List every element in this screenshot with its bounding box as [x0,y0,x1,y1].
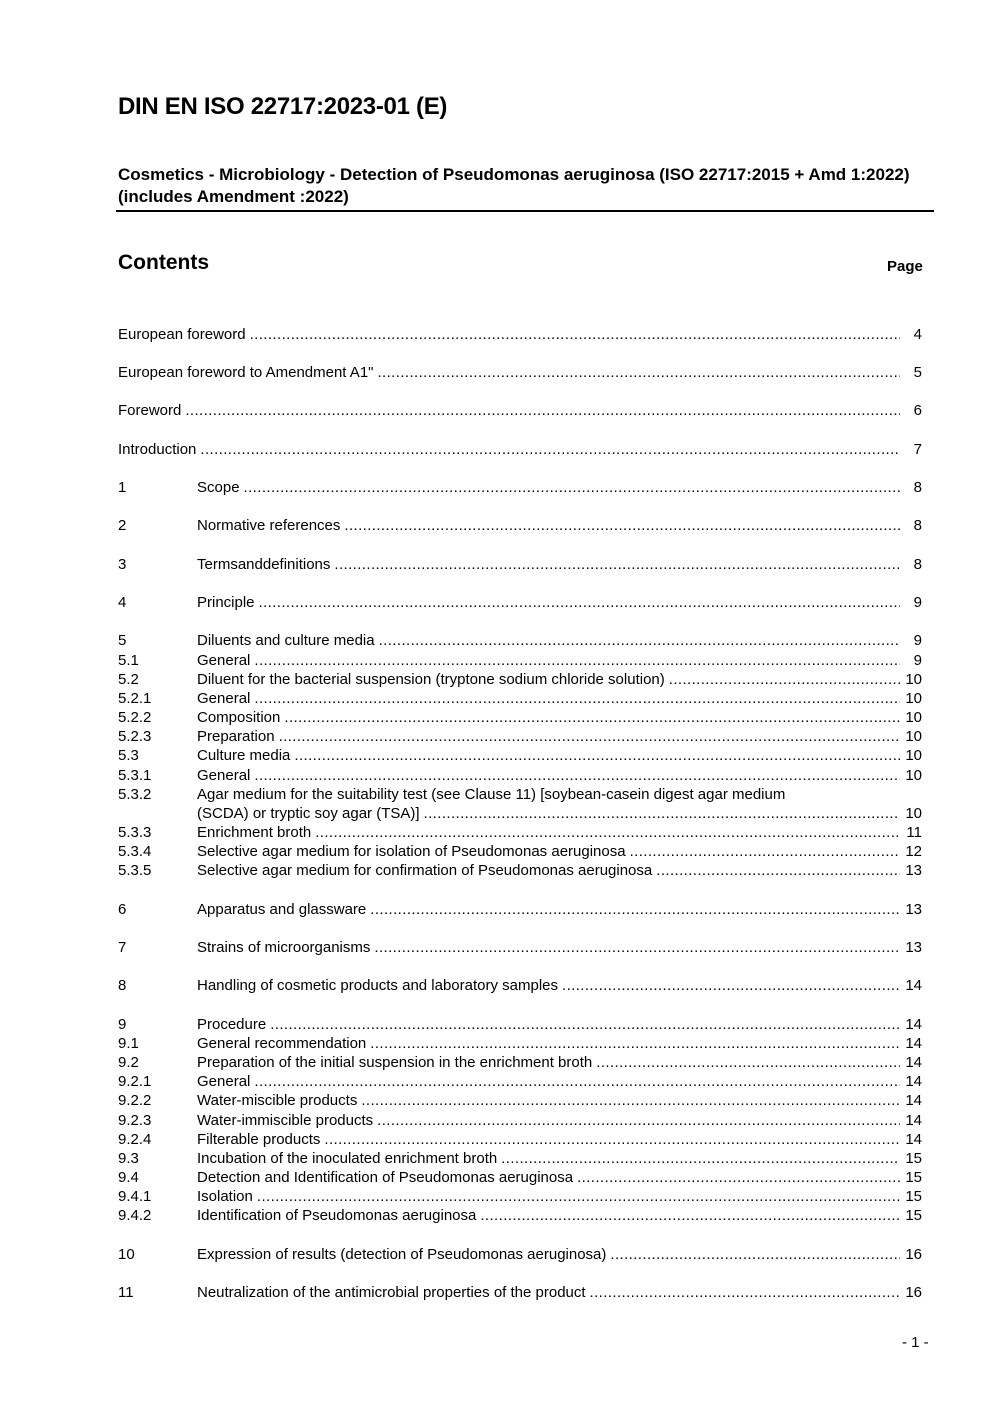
toc-entry-label-line [197,651,900,670]
toc-entry-label-continuation: (SCDA) or tryptic soy agar (TSA)] [197,805,420,822]
toc-entry-page: 12 [905,843,922,860]
toc-entry-label-line [197,689,900,708]
toc-entry-number: 9.2.4 [118,1131,152,1148]
toc-entry[interactable] [118,823,922,842]
toc-entry[interactable] [118,1091,922,1110]
toc-entry-page: 10 [905,767,922,784]
toc-entry[interactable] [118,900,922,919]
toc-entry-label-line [197,823,900,842]
toc-entry-label: Incubation of the inoculated enrichment broth [197,1150,498,1167]
toc-entry-label-line [197,516,900,535]
toc-entry-label: Detection and Identification of Pseudomonas aeruginosa [197,1169,574,1186]
toc-entry-number: 11 [118,1284,134,1301]
toc-leader-dots [374,938,900,957]
toc-entry-label: Water-miscible products [197,1092,358,1109]
toc-entry-number: 9.1 [118,1035,139,1052]
toc-entry-label: General [197,767,251,784]
toc-entry-label-line [197,1053,900,1072]
toc-entry-label: European foreword to Amendment A1" [118,364,374,381]
toc-entry[interactable] [118,804,922,823]
toc-entry-label: Selective agar medium for confirmation of Pseudomonas aeruginosa [197,862,653,879]
toc-entry-page: 14 [905,1092,922,1109]
toc-entry-label-line [197,804,900,823]
toc-entry-number: 9.4 [118,1169,139,1186]
toc-entry[interactable] [118,1149,922,1168]
toc-entry-label-line [197,1091,900,1110]
toc-entry-label-line [197,1072,900,1091]
toc-entry-label: Normative references [197,517,341,534]
toc-entry-label-line [197,593,900,612]
toc-entry[interactable] [118,1187,922,1206]
toc-entry-number: 9.3 [118,1150,139,1167]
toc-entry[interactable] [118,727,922,746]
toc-entry[interactable] [118,938,922,957]
toc-entry-label-line [197,976,900,995]
toc-entry-label: Diluents and culture media [197,632,375,649]
toc-entry-page: 10 [905,671,922,688]
toc-entry-label: Identification of Pseudomonas aeruginosa [197,1207,477,1224]
toc-entry-number: 9.4.1 [118,1188,152,1205]
toc-entry[interactable] [118,1072,922,1091]
toc-entry-label-line [118,325,900,344]
toc-leader-dots [315,823,900,842]
toc-entry-number: 9.2.2 [118,1092,152,1109]
toc-entry-label: Culture media [197,747,291,764]
toc-entry[interactable] [118,766,922,785]
toc-entry-label-line [197,1245,900,1264]
toc-entry-number: 5.3.3 [118,824,152,841]
toc-entry-number: 3 [118,556,127,573]
toc-entry-number: 4 [118,594,127,611]
toc-entry-label: Strains of microorganisms [197,939,371,956]
toc-entry-page: 16 [905,1246,922,1263]
toc-leader-dots [254,651,900,670]
toc-entry-label: Composition [197,709,281,726]
toc-entry-label-line [197,766,900,785]
document-title: DIN EN ISO 22717:2023-01 (E) [118,93,448,120]
toc-entry-label: Termsanddefinitions [197,556,331,573]
toc-leader-dots [244,478,900,497]
toc-entry[interactable] [118,1034,922,1053]
toc-entry-number: 5.3.1 [118,767,152,784]
document-subtitle: Cosmetics - Microbiology - Detection of Pseudomonas aeruginosa (ISO 22717:2015 + Amd 1:2022) (includes Amendment :2022) [118,165,910,206]
toc-entry-label-line [197,631,900,650]
toc-entry-label: Introduction [118,441,197,458]
toc-entry-label-line [197,708,900,727]
toc-entry-number: 7 [118,939,127,956]
toc-entry-number: 5.2.1 [118,690,152,707]
toc-entry[interactable] [118,478,922,497]
toc-entry-page: 13 [905,901,922,918]
toc-entry-label: Apparatus and glassware [197,901,367,918]
toc-entry[interactable] [118,1168,922,1187]
toc-entry-number: 9 [118,1016,127,1033]
toc-entry-page: 10 [905,805,922,822]
toc-entry-label-line [197,900,900,919]
toc-entry[interactable] [118,593,922,612]
toc-entry[interactable] [118,670,922,689]
toc-entry-label: Foreword [118,402,182,419]
toc-entry[interactable] [118,440,922,459]
toc-entry-label: Neutralization of the antimicrobial properties of the product [197,1284,586,1301]
toc-leader-dots [270,1015,900,1034]
toc-entry-label: Preparation [197,728,275,745]
toc-entry-label-line [118,401,900,420]
toc-entry-label: Filterable products [197,1131,321,1148]
toc-entry-label: Expression of results (detection of Pseudomonas aeruginosa) [197,1246,607,1263]
toc-entry[interactable] [118,746,922,765]
toc-entry-label-line [197,938,900,957]
toc-entry-page: 8 [913,517,922,534]
toc-entry-label-line [197,1149,900,1168]
toc-entry-label-line [197,555,900,574]
toc-entry-label: Agar medium for the suitability test (see Clause 11) [soybean-casein digest agar medium [197,786,786,803]
toc-entry[interactable] [118,1053,922,1072]
toc-entry-label: European foreword [118,326,246,343]
toc-entry-page: 7 [913,441,922,458]
toc-leader-dots [480,1206,900,1225]
toc-entry-page: 14 [905,1016,922,1033]
toc-entry-label-line [197,1283,900,1302]
toc-entry-label-line [197,1130,900,1149]
toc-leader-dots [254,1072,900,1091]
toc-leader-dots [424,804,900,823]
toc-entry[interactable] [118,1015,922,1034]
toc-entry-label: Diluent for the bacterial suspension (tryptone sodium chloride solution) [197,671,665,688]
toc-leader-dots [562,976,900,995]
toc-entry-page: 15 [905,1207,922,1224]
toc-entry-page: 14 [905,1112,922,1129]
toc-entry-label-line [197,478,900,497]
toc-entry-label: General [197,1073,251,1090]
toc-leader-dots [334,555,900,574]
toc-entry-number: 5.2.3 [118,728,152,745]
toc-entry-page: 14 [905,1035,922,1052]
toc-leader-dots [344,516,900,535]
toc-leader-dots [259,593,900,612]
toc-entry-first-line [118,785,922,804]
toc-entry-page: 5 [913,364,922,381]
toc-entry-page: 9 [913,594,922,611]
toc-entry[interactable] [118,516,922,535]
toc-entry-label-line [197,727,900,746]
toc-entry-label: Water-immiscible products [197,1112,374,1129]
toc-entry-number: 5 [118,632,127,649]
toc-entry-label-line [197,1187,900,1206]
toc-entry-label-line [197,670,900,689]
toc-entry-label-line [197,1168,900,1187]
toc-entry-number: 5.2.2 [118,709,152,726]
toc-entry-label: Procedure [197,1016,267,1033]
toc-leader-dots [669,670,900,689]
toc-leader-dots [324,1130,900,1149]
page-number: - 1 - [902,1334,929,1351]
toc-entry-number: 2 [118,517,127,534]
toc-entry-page: 10 [905,690,922,707]
toc-entry-label: Scope [197,479,240,496]
toc-entry-number: 1 [118,479,127,496]
toc-entry-number: 5.1 [118,652,139,669]
toc-leader-dots [185,401,900,420]
toc-entry-page: 15 [905,1150,922,1167]
toc-entry-number: 9.2.3 [118,1112,152,1129]
toc-entry-page: 9 [913,652,922,669]
toc-entry-label: General [197,690,251,707]
toc-leader-dots [501,1149,900,1168]
page-column-heading: Page [887,258,923,275]
toc-entry[interactable] [118,842,922,861]
toc-entry-label: Principle [197,594,255,611]
toc-entry[interactable] [118,1283,922,1302]
toc-leader-dots [656,861,900,880]
toc-leader-dots [361,1091,900,1110]
toc-entry-label: Handling of cosmetic products and laboratory samples [197,977,559,994]
toc-entry-number: 8 [118,977,127,994]
toc-leader-dots [284,708,900,727]
toc-entry-number: 9.2.1 [118,1073,152,1090]
toc-entry-page: 10 [905,728,922,745]
toc-leader-dots [279,727,900,746]
toc-entry[interactable] [118,401,922,420]
toc-entry-label-line [197,1015,900,1034]
toc-entry-label: Selective agar medium for isolation of Pseudomonas aeruginosa [197,843,626,860]
toc-entry[interactable] [118,1245,922,1264]
contents-heading: Contents [118,251,209,274]
toc-leader-dots [610,1245,900,1264]
toc-entry-number: 10 [118,1246,135,1263]
toc-entry-page: 14 [905,977,922,994]
toc-entry-label-line [197,1034,900,1053]
toc-entry-page: 10 [905,709,922,726]
toc-entry-label: General [197,652,251,669]
toc-entry-label-line [118,440,900,459]
toc-leader-dots [377,1111,900,1130]
toc-leader-dots [200,440,900,459]
toc-entry[interactable] [118,555,922,574]
toc-entry-label: General recommendation [197,1035,367,1052]
toc-entry-label-line [118,363,900,382]
toc-leader-dots [254,689,900,708]
toc-leader-dots [590,1283,900,1302]
toc-entry-number: 5.3.4 [118,843,152,860]
toc-entry-page: 13 [905,862,922,879]
toc-entry[interactable] [118,1206,922,1225]
toc-leader-dots [250,325,900,344]
toc-entry-label-line [197,1111,900,1130]
toc-entry-label: Preparation of the initial suspension in the enrichment broth [197,1054,593,1071]
toc-entry-page: 8 [913,479,922,496]
toc-entry-page: 6 [913,402,922,419]
toc-entry-label: Enrichment broth [197,824,312,841]
toc-entry-page: 11 [906,824,922,841]
toc-entry-page: 14 [905,1131,922,1148]
title-divider [116,210,934,212]
toc-entry-label: Isolation [197,1188,253,1205]
toc-entry-number: 5.3.5 [118,862,152,879]
toc-entry-number: 5.3.2 [118,786,152,803]
toc-entry[interactable] [118,651,922,670]
toc-entry[interactable] [118,1130,922,1149]
toc-entry-number: 5.2 [118,671,139,688]
toc-entry-page: 14 [905,1073,922,1090]
toc-leader-dots [370,1034,900,1053]
toc-entry-page: 4 [913,326,922,343]
toc-entry-page: 9 [913,632,922,649]
toc-entry-page: 10 [905,747,922,764]
toc-entry-page: 14 [905,1054,922,1071]
toc-entry[interactable] [118,976,922,995]
toc-leader-dots [294,746,900,765]
toc-entry-page: 15 [905,1169,922,1186]
toc-entry[interactable] [118,689,922,708]
toc-entry[interactable] [118,1111,922,1130]
toc-entry-page: 16 [905,1284,922,1301]
toc-entry-number: 9.2 [118,1054,139,1071]
toc-leader-dots [630,842,900,861]
toc-entry-page: 13 [905,939,922,956]
toc-leader-dots [257,1187,900,1206]
toc-entry[interactable] [118,631,922,650]
toc-leader-dots [254,766,900,785]
toc-entry-label-line [197,842,900,861]
toc-entry-number: 9.4.2 [118,1207,152,1224]
toc-entry-label-line [197,1206,900,1225]
toc-entry[interactable] [118,861,922,880]
toc-leader-dots [377,363,900,382]
toc-leader-dots [370,900,900,919]
toc-entry-label-line [197,746,900,765]
toc-entry[interactable] [118,325,922,344]
toc-entry-label-line [197,861,900,880]
toc-entry[interactable] [118,708,922,727]
toc-leader-dots [379,631,900,650]
toc-entry-page: 8 [913,556,922,573]
toc-entry[interactable] [118,363,922,382]
toc-entry-number: 6 [118,901,127,918]
toc-leader-dots [577,1168,900,1187]
toc-entry-number: 5.3 [118,747,139,764]
toc-leader-dots [596,1053,900,1072]
toc-entry-page: 15 [905,1188,922,1205]
